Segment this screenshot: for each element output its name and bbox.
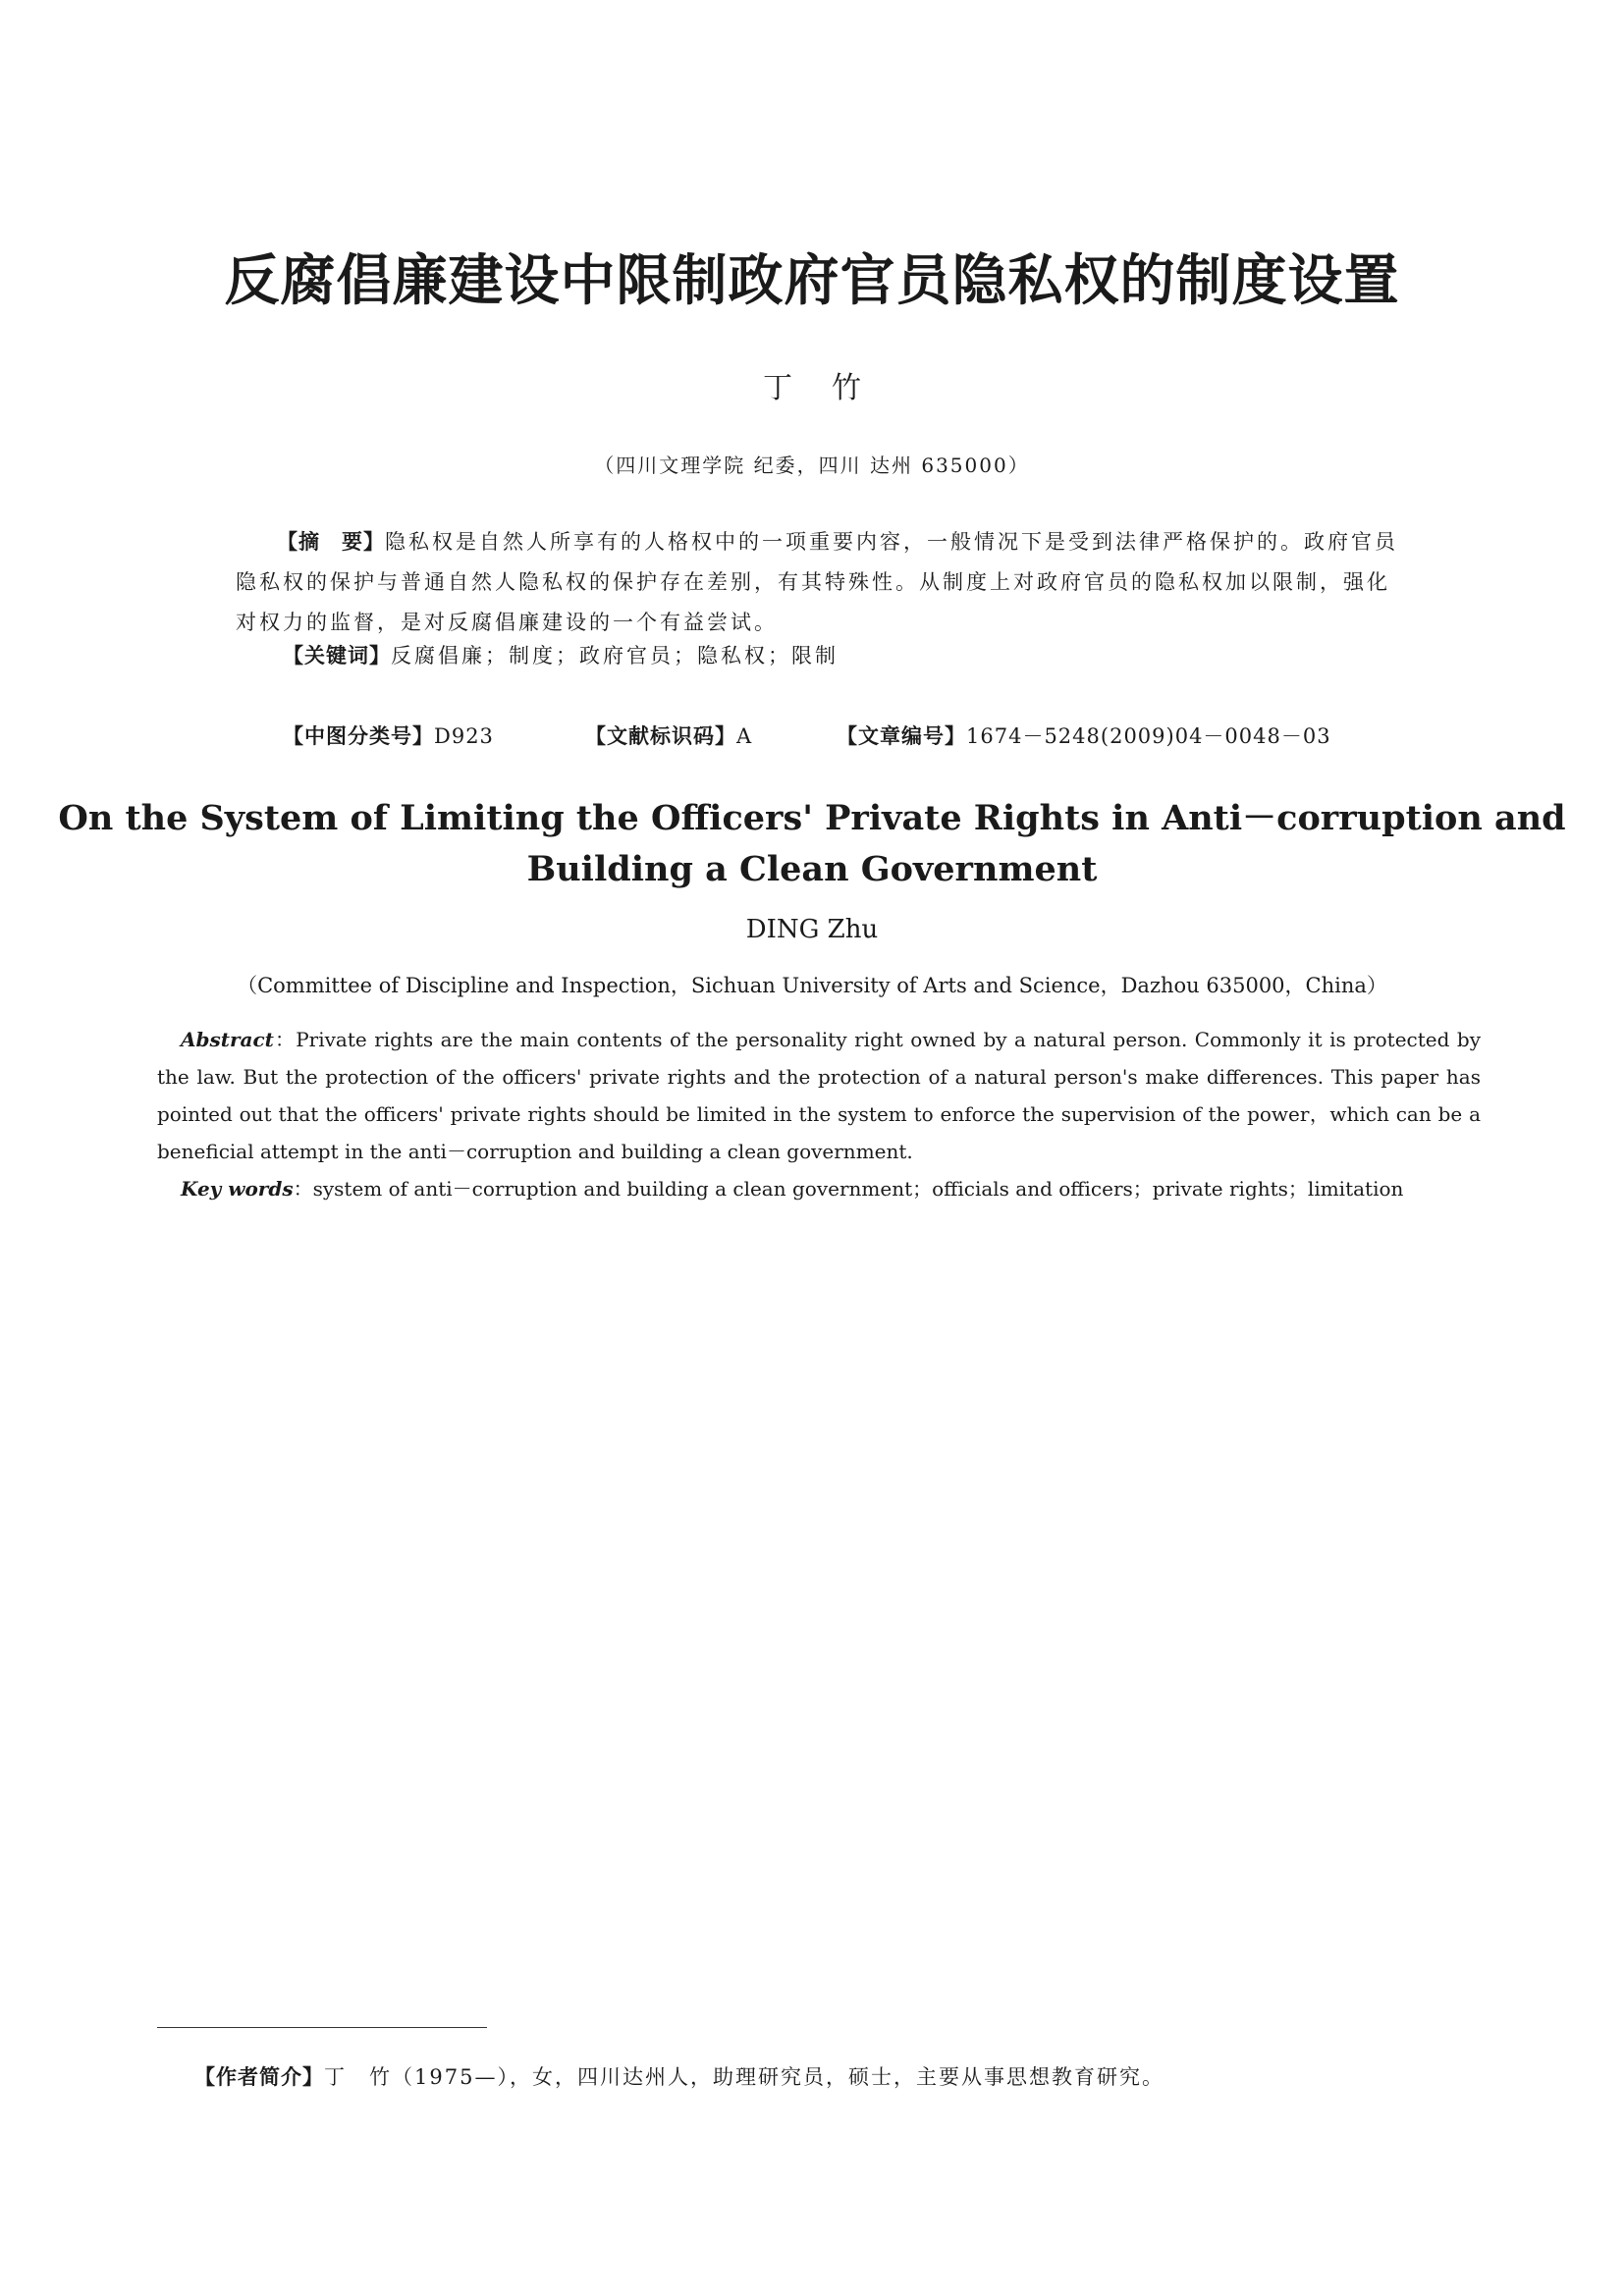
chinese-keywords (283, 640, 839, 669)
article-number-label: 【文章编号】 (837, 724, 966, 748)
english-abstract-text: ：Private rights are the main contents of the personality right owned by a natural person. Commonly it is protected by the law. But the protection of the officers' private rights and the protection of a natural person's make differences. This paper has pointed out that the officers' private rights should be limited in the system to enforce the supervision of the power，which can be a beneficial attempt in the anti－corruption and building a clean government. (157, 1028, 1481, 1163)
english-title-line-2: Building a Clean Government (526, 849, 1098, 889)
english-abstract (157, 1021, 1481, 1170)
chinese-keywords-text: 反腐倡廉；制度；政府官员；隐私权；限制 (391, 644, 839, 667)
english-author: DING Zhu (745, 915, 879, 944)
document-code (585, 721, 752, 750)
english-keywords (181, 1174, 1403, 1203)
chinese-abstract-label: 【摘 要】 (277, 530, 385, 554)
english-affiliation: （Committee of Discipline and Inspection，Sichuan University of Arts and Science，Dazhou 635000，China） (237, 974, 1387, 997)
chinese-title: 反腐倡廉建设中限制政府官员隐私权的制度设置 (224, 249, 1400, 313)
chinese-abstract-text: 隐私权是自然人所享有的人格权中的一项重要内容，一般情况下是受到法律严格保护的。政府官员隐私权的保护与普通自然人隐私权的保护存在差别，有其特殊性。从制度上对政府官员的隐私权加以限制，强化对权力的监督，是对反腐倡廉建设的一个有益尝试。 (236, 530, 1398, 634)
author-footnote-text: 丁 竹（1975—），女，四川达州人，助理研究员，硕士，主要从事思想教育研究。 (324, 2065, 1164, 2089)
author-footnote-label: 【作者简介】 (194, 2065, 324, 2089)
author-footnote (194, 2061, 1164, 2091)
clc-value: D923 (434, 724, 494, 748)
article-number-value: 1674－5248(2009)04－0048－03 (966, 724, 1331, 748)
english-keywords-text: ：system of anti－corruption and building a clean government；officials and officers；private rights；limitation (293, 1177, 1404, 1201)
chinese-author: 丁竹 (763, 371, 900, 405)
article-number (837, 721, 1331, 750)
chinese-affiliation: （四川文理学院 纪委，四川 达州 635000） (594, 454, 1030, 477)
english-abstract-label: Abstract (181, 1028, 274, 1051)
english-title (0, 793, 1624, 895)
document-code-value: A (736, 724, 753, 748)
english-keywords-label: Key words (181, 1177, 294, 1201)
footnote-divider (157, 2027, 487, 2028)
chinese-keywords-label: 【关键词】 (283, 644, 391, 667)
english-title-line-1: On the System of Limiting the Officers' Private Rights in Anti－corruption and (58, 798, 1566, 838)
chinese-abstract (236, 522, 1404, 643)
clc-label: 【中图分类号】 (283, 724, 434, 748)
clc-number (283, 721, 494, 750)
document-code-label: 【文献标识码】 (585, 724, 736, 748)
